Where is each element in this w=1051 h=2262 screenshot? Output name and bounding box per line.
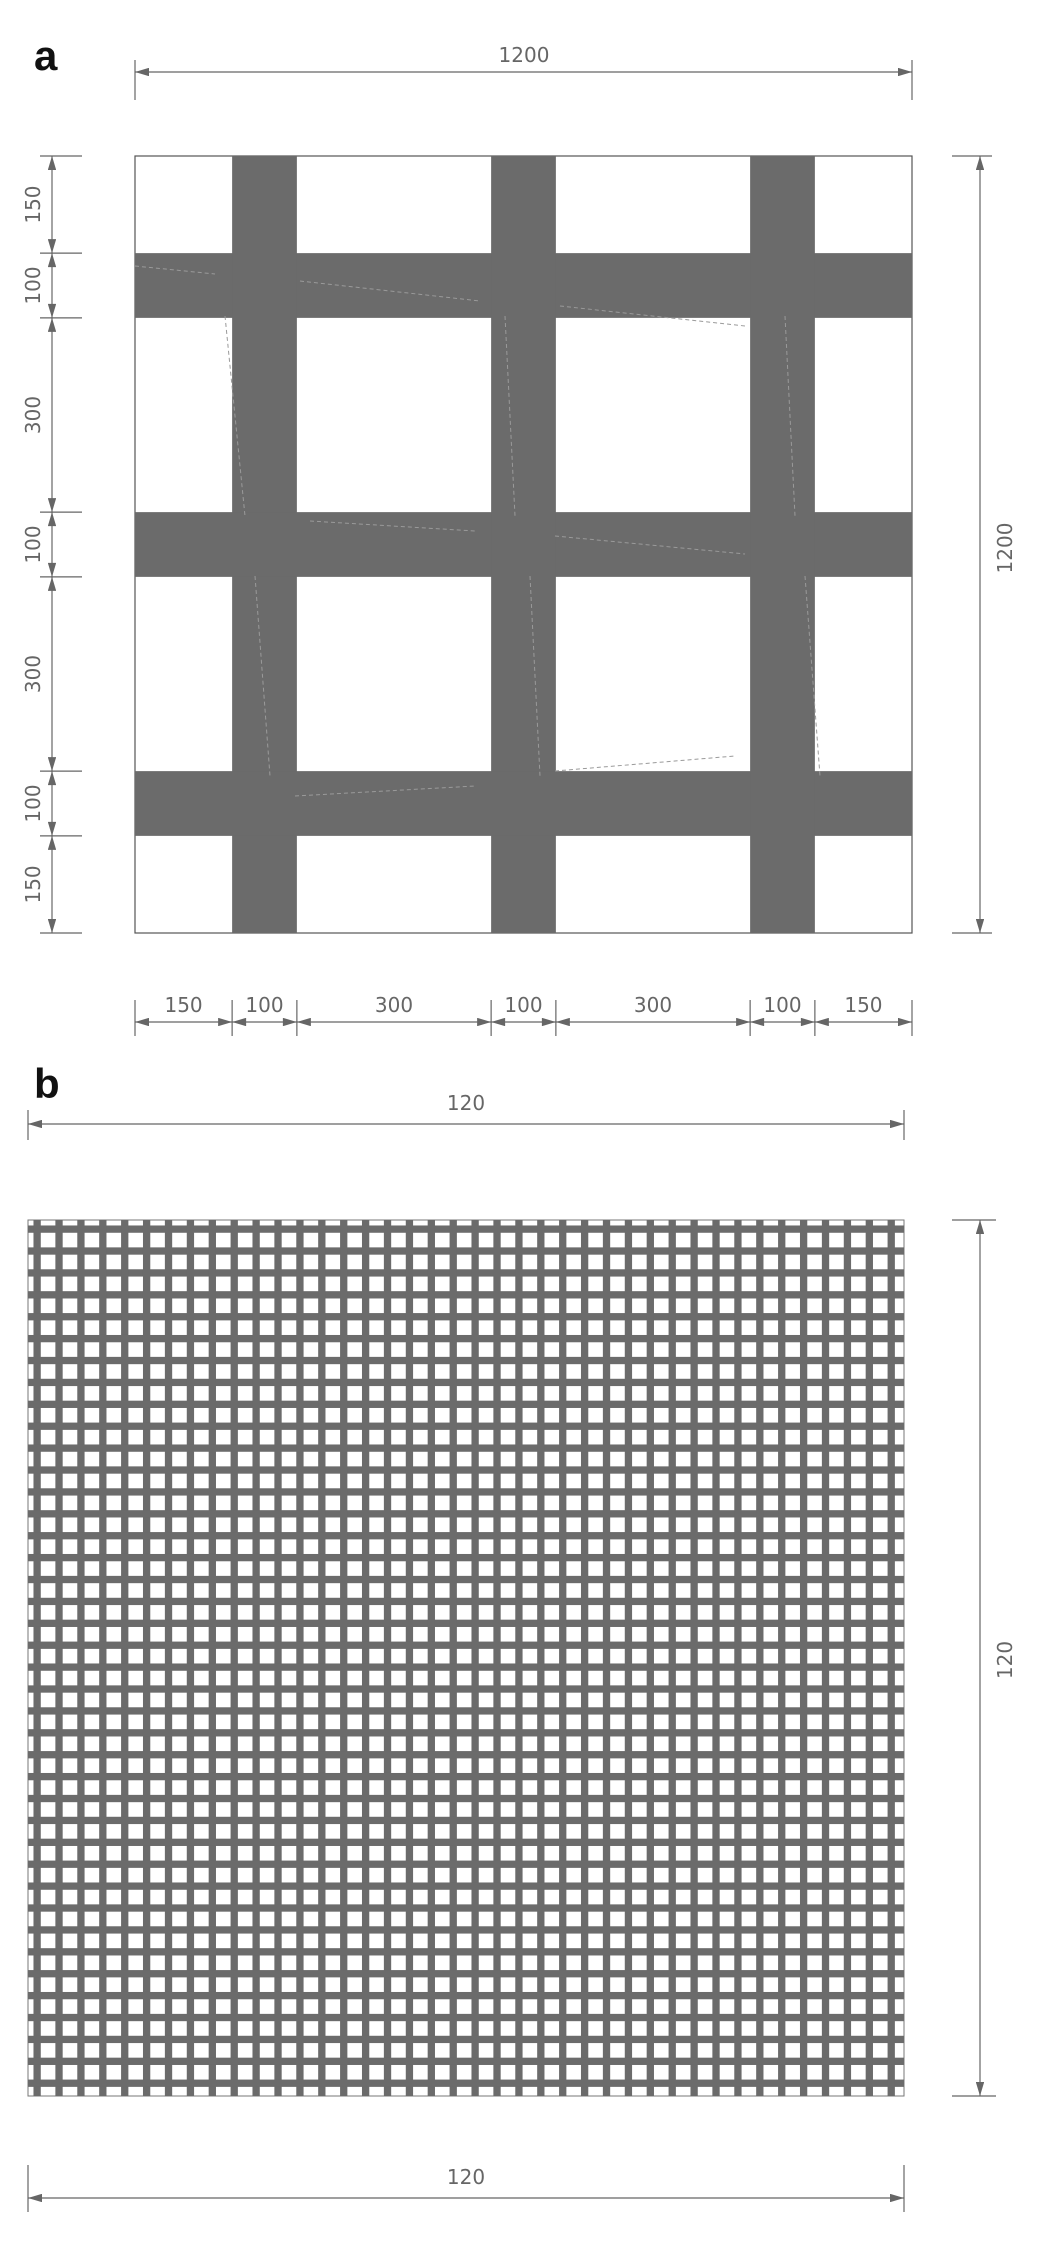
vertical-bar bbox=[559, 1220, 566, 2096]
vertical-bar bbox=[712, 1220, 719, 2096]
vertical-bar bbox=[428, 1220, 435, 2096]
vertical-bar bbox=[625, 1220, 632, 2096]
horizontal-bar bbox=[28, 1466, 904, 1473]
vertical-bar bbox=[603, 1220, 610, 2096]
horizontal-bar bbox=[28, 1444, 904, 1451]
horizontal-bar bbox=[28, 1795, 904, 1802]
vertical-bar bbox=[231, 1220, 238, 2096]
vertical-bar bbox=[690, 1220, 697, 2096]
horizontal-bar bbox=[28, 1620, 904, 1627]
vertical-bar bbox=[866, 1220, 873, 2096]
horizontal-bar bbox=[28, 1904, 904, 1911]
left-segment-dimension: 100 bbox=[21, 784, 45, 823]
horizontal-bar bbox=[28, 1970, 904, 1977]
vertical-bar bbox=[252, 1220, 259, 2096]
horizontal-bar bbox=[28, 1882, 904, 1889]
horizontal-bar bbox=[28, 1313, 904, 1320]
panel-b-drawing bbox=[28, 1220, 904, 2096]
left-segment-dimension: 150 bbox=[21, 185, 45, 224]
vertical-bar bbox=[471, 1220, 478, 2096]
left-segment-dimension: 300 bbox=[21, 395, 45, 435]
horizontal-bar bbox=[28, 1291, 904, 1298]
vertical-bar bbox=[121, 1220, 128, 2096]
vertical-bar bbox=[888, 1220, 895, 2096]
vertical-bar bbox=[581, 1220, 588, 2096]
panel-a-label: a bbox=[34, 32, 58, 79]
vertical-bar bbox=[669, 1220, 676, 2096]
horizontal-bar bbox=[28, 1598, 904, 1605]
left-segment-dimension: 100 bbox=[21, 525, 45, 564]
panel-a-width-dimension: 1200 bbox=[498, 43, 550, 67]
horizontal-bar bbox=[28, 1401, 904, 1408]
vertical-bar bbox=[296, 1220, 303, 2096]
panel-b-bottom-dimension: 120 bbox=[446, 2165, 486, 2189]
horizontal-bar bbox=[28, 1510, 904, 1517]
horizontal-bar bbox=[28, 1488, 904, 1495]
vertical-bar bbox=[187, 1220, 194, 2096]
horizontal-bar bbox=[28, 1576, 904, 1583]
horizontal-bar bbox=[28, 1225, 904, 1232]
horizontal-bar bbox=[28, 1926, 904, 1933]
vertical-bar bbox=[318, 1220, 325, 2096]
vertical-bar bbox=[450, 1220, 457, 2096]
bottom-segment-dimension: 100 bbox=[245, 993, 284, 1017]
horizontal-bar bbox=[28, 1335, 904, 1342]
horizontal-bar bbox=[28, 1773, 904, 1780]
vertical-bar bbox=[99, 1220, 106, 2096]
panel-b-right-dimension: 120 bbox=[993, 1640, 1017, 1680]
vertical-bar bbox=[33, 1220, 40, 2096]
bottom-segment-dimension: 150 bbox=[164, 993, 203, 1017]
horizontal-bar bbox=[28, 1357, 904, 1364]
horizontal-bar bbox=[28, 1379, 904, 1386]
panel-b-top-dimension: 120 bbox=[446, 1091, 486, 1115]
horizontal-bar bbox=[28, 1642, 904, 1649]
horizontal-bar bbox=[28, 2036, 904, 2043]
left-segment-dimension: 150 bbox=[21, 865, 45, 904]
horizontal-bar bbox=[28, 1423, 904, 1430]
horizontal-bar bbox=[28, 1729, 904, 1736]
horizontal-bar bbox=[28, 2080, 904, 2087]
vertical-bar bbox=[340, 1220, 347, 2096]
left-segment-dimension: 100 bbox=[21, 266, 45, 305]
horizontal-bar bbox=[28, 1685, 904, 1692]
vertical-bar bbox=[515, 1220, 522, 2096]
horizontal-bar bbox=[28, 1992, 904, 1999]
vertical-bar bbox=[384, 1220, 391, 2096]
horizontal-bar bbox=[28, 2014, 904, 2021]
horizontal-bar bbox=[28, 1839, 904, 1846]
bottom-segment-dimension: 100 bbox=[763, 993, 802, 1017]
horizontal-bar bbox=[28, 2058, 904, 2065]
vertical-bar bbox=[406, 1220, 413, 2096]
panel-a-height-dimension: 1200 bbox=[993, 522, 1017, 574]
horizontal-bar bbox=[28, 1751, 904, 1758]
horizontal-bar bbox=[28, 1269, 904, 1276]
vertical-bar bbox=[778, 1220, 785, 2096]
bottom-segment-dimension: 100 bbox=[504, 993, 543, 1017]
horizontal-bar bbox=[28, 1554, 904, 1561]
bottom-segment-dimension: 150 bbox=[844, 993, 883, 1017]
vertical-bar bbox=[844, 1220, 851, 2096]
panel-a-drawing bbox=[135, 156, 912, 933]
vertical-bar bbox=[55, 1220, 62, 2096]
vertical-bar bbox=[750, 156, 815, 933]
vertical-bar bbox=[537, 1220, 544, 2096]
vertical-bar bbox=[756, 1220, 763, 2096]
horizontal-bar bbox=[28, 1532, 904, 1539]
horizontal-bar bbox=[28, 1861, 904, 1868]
vertical-bar bbox=[362, 1220, 369, 2096]
horizontal-bar bbox=[28, 1663, 904, 1670]
panel-b-outline bbox=[28, 1220, 904, 2096]
vertical-bar bbox=[209, 1220, 216, 2096]
left-segment-dimension: 300 bbox=[21, 654, 45, 694]
bottom-segment-dimension: 300 bbox=[374, 993, 414, 1017]
vertical-bar bbox=[493, 1220, 500, 2096]
vertical-bar bbox=[165, 1220, 172, 2096]
horizontal-bar bbox=[28, 1817, 904, 1824]
panel-b-label: b bbox=[34, 1060, 60, 1107]
vertical-bar bbox=[734, 1220, 741, 2096]
bottom-segment-dimension: 300 bbox=[633, 993, 673, 1017]
vertical-bar bbox=[647, 1220, 654, 2096]
vertical-bar bbox=[822, 1220, 829, 2096]
horizontal-bar bbox=[28, 1707, 904, 1714]
vertical-bar bbox=[800, 1220, 807, 2096]
horizontal-bar bbox=[28, 1247, 904, 1254]
vertical-bar bbox=[143, 1220, 150, 2096]
vertical-bar bbox=[77, 1220, 84, 2096]
horizontal-bar bbox=[28, 1948, 904, 1955]
vertical-bar bbox=[274, 1220, 281, 2096]
